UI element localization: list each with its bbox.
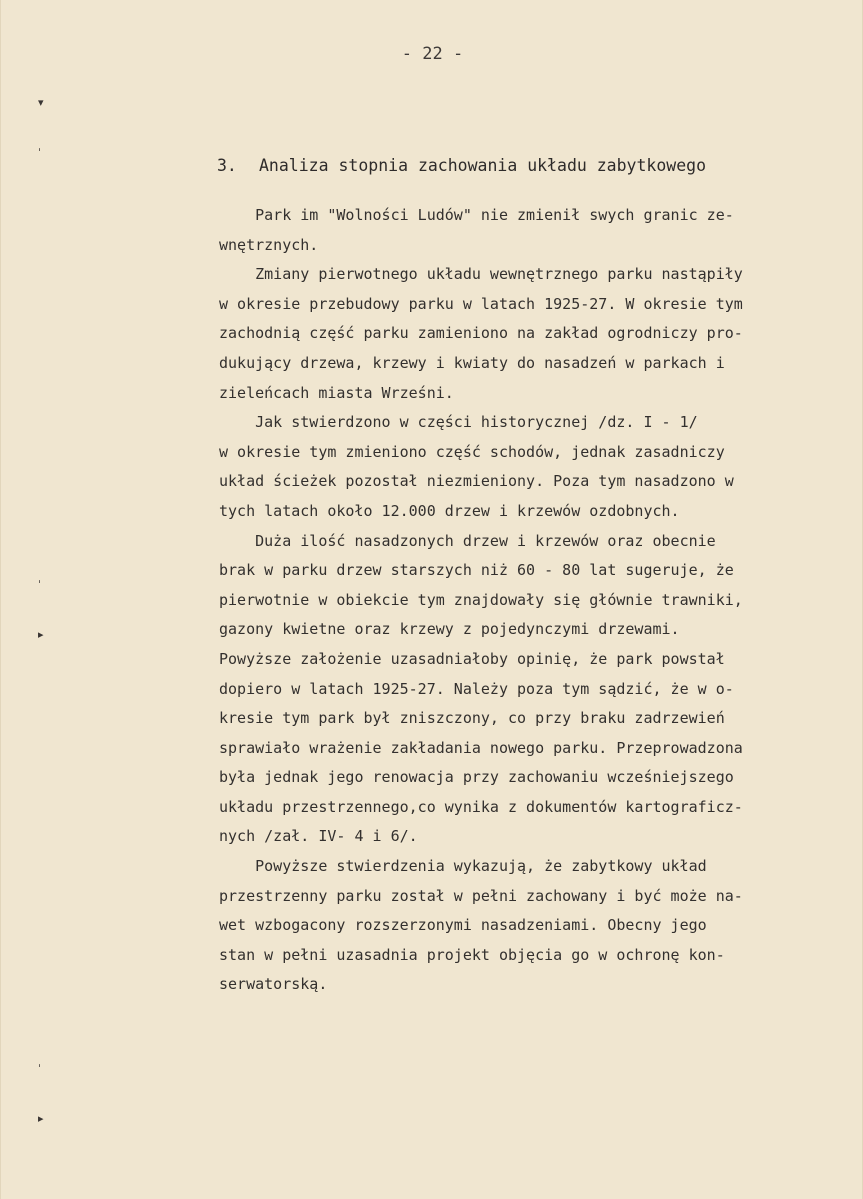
text-line: układu przestrzennego,co wynika z dokumentów kartograficz- [219,797,743,816]
text-line: w okresie przebudowy parku w latach 1925-27. W okresie tym [219,294,743,313]
text-line: Park im "Wolności Ludów" nie zmienił swych granic ze- [219,206,734,224]
text-line: tych latach około 12.000 drzew i krzewów ozdobnych. [219,501,680,520]
text-line: przestrzenny parku został w pełni zachowany i być może na- [219,886,743,905]
text-line: Powyższe założenie uzasadniałoby opinię, że park powstał [219,649,725,668]
text-line: była jednak jego renowacja przy zachowaniu wcześniejszego [219,768,734,787]
text-line: dopiero w latach 1925-27. Należy poza tym sądzić, że w o- [219,679,734,698]
text-line: w okresie tym zmieniono część schodów, jednak zasadniczy [219,442,725,461]
text-line: serwatorską. [219,975,328,994]
text-line: sprawiało wrażenie zakładania nowego parku. Przeprowadzona [219,738,743,757]
text-line: wnętrznych. [219,235,319,254]
section-heading [217,156,706,175]
margin-speck: ˈ [38,578,42,591]
text-line: układ ścieżek pozostał niezmieniony. Poza tym nasadzono w [219,472,734,491]
text-line: kresie tym park był zniszczony, co przy braku zadrzewień [219,709,725,728]
body-text [219,201,849,1000]
margin-speck: ▸ [38,628,44,641]
text-line: Zmiany pierwotnego układu wewnętrznego parku nastąpiły [219,265,743,284]
text-line: dukujący drzewa, krzewy i kwiaty do nasadzeń w parkach i [219,353,725,372]
margin-speck: ˈ [38,1062,42,1075]
margin-speck: ˈ [38,146,42,159]
text-line: Powyższe stwierdzenia wykazują, że zabytkowy układ [219,857,707,876]
text-line: zachodnią część parku zamieniono na zakład ogrodniczy pro- [219,324,743,343]
text-line: wet wzbogacony rozszerzonymi nasadzeniami. Obecny jego [219,916,707,935]
text-line: nych /zał. IV- 4 i 6/. [219,827,418,846]
text-line: zieleńcach miasta Wrześni. [219,383,454,402]
section-title: Analiza stopnia zachowania układu zabytkowego [259,156,707,175]
text-line: Duża ilość nasadzonych drzew i krzewów oraz obecnie [219,531,716,550]
text-line: pierwotnie w obiekcie tym znajdowały się głównie trawniki, [219,590,743,609]
margin-speck: ▾ [38,96,44,109]
page-number: - 22 - [401,44,464,64]
text-line: gazony kwietne oraz krzewy z pojedynczymi drzewami. [219,620,680,639]
text-line: Jak stwierdzono w części historycznej /dz. I - 1/ [219,413,698,432]
text-line: brak w parku drzew starszych niż 60 - 80 lat sugeruje, że [219,561,734,580]
text-line: stan w pełni uzasadnia projekt objęcia go w ochronę kon- [219,945,725,964]
section-number: 3. [217,156,237,175]
margin-speck: ▸ [38,1112,44,1125]
